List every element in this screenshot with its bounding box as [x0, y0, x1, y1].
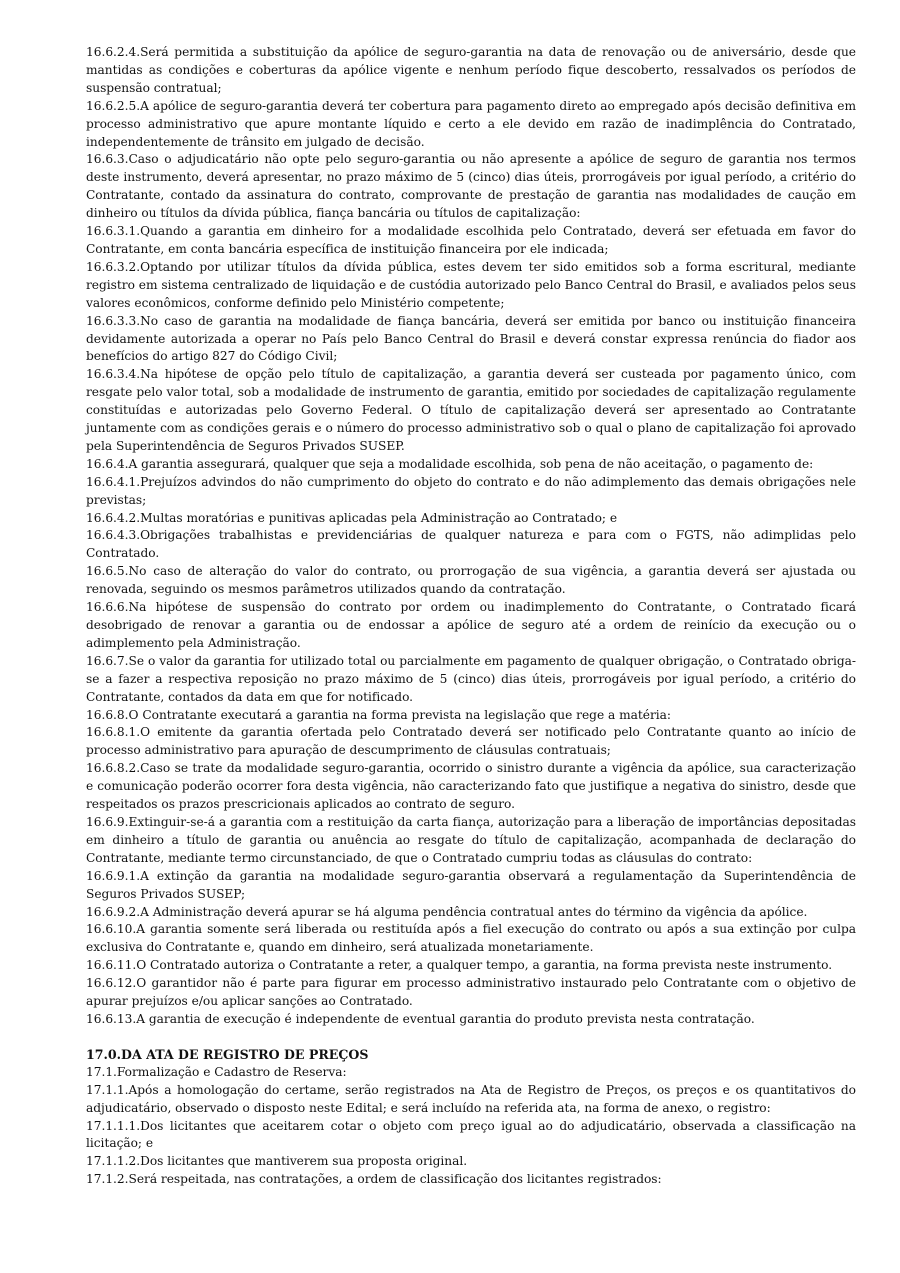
- clause-16-6-3: 16.6.3.Caso o adjudicatário não opte pelo seguro-garantia ou não apresente a apólice de seguro de garantia nos termos deste instrumento, deverá apresentar, no prazo máximo de 5 (cinco) dias úteis, prorrogáveis por igual período, a critério do Contratante, contado da assinatura do contrato, comprovante de prestação de garantia nas modalidades de caução em dinheiro ou títulos da dívida pública, fiança bancária ou títulos de capitalização:: [86, 152, 856, 221]
- clause-16-6-9-2: 16.6.9.2.A Administração deverá apurar se há alguma pendência contratual antes do término da vigência da apólice.: [86, 904, 808, 919]
- clause-16-6-4-1: 16.6.4.1.Prejuízos advindos do não cumprimento do objeto do contrato e do não adimplemento das demais obrigações nele previstas;: [86, 474, 856, 507]
- clause-16-6-2-5: 16.6.2.5.A apólice de seguro-garantia deverá ter cobertura para pagamento direto ao empregado após decisão definitiva em processo administrativo que apure montante líquido e certo a ele devido em razão de inadimplência do Contratado, independentemente de trânsito em julgado de decisão.: [86, 98, 856, 149]
- clause-17-1-1-2: 17.1.1.2.Dos licitantes que mantiverem sua proposta original.: [86, 1154, 468, 1169]
- clause-16-6-6: 16.6.6.Na hipótese de suspensão do contrato por ordem ou inadimplemento do Contratante, o Contratado ficará desobrigado de renovar a garantia ou de endossar a apólice de seguro até a ordem de reinício da execução ou o adimplemento pela Administração.: [86, 600, 856, 650]
- clause-16-6-3-4: 16.6.3.4.Na hipótese de opção pelo título de capitalização, a garantia deverá ser custeada por pagamento único, com resgate pelo valor total, sob a modalidade de instrumento de garantia, emitido por sociedades de capitalização regulamente constituídas e autorizadas pelo Governo Federal. O título de capitalização deverá ser apresentado ao Contratante juntamente com as condições gerais e o número do processo administrativo sob o qual o plano de capitalização foi aprovado pela Superintendência de Seguros Privados SUSEP.: [86, 367, 856, 453]
- clause-16-6-9-1: 16.6.9.1.A extinção da garantia na modalidade seguro-garantia observará a regulamentação da Superintendência de Seguros Privados SUSEP;: [86, 868, 856, 901]
- clause-16-6-8-1: 16.6.8.1.O emitente da garantia ofertada pelo Contratado deverá ser notificado pelo Contratante quanto ao início de processo administrativo para apuração de descumprimento de cláusulas contratuais;: [86, 725, 856, 758]
- clause-17-1-2: 17.1.2.Será respeitada, nas contratações, a ordem de classificação dos licitantes registrados:: [86, 1172, 662, 1187]
- clause-16-6-4-3: 16.6.4.3.Obrigações trabalhistas e previdenciárias de qualquer natureza e para com o FGTS, não adimplidas pelo Contratado.: [86, 528, 856, 561]
- clause-16-6-3-3: 16.6.3.3.No caso de garantia na modalidade de fiança bancária, deverá ser emitida por banco ou instituição financeira devidamente autorizada a operar no País pelo Banco Central do Brasil e deverá constar expressa renúncia do fiador aos benefícios do artigo 827 do Código Civil;: [86, 313, 856, 364]
- clause-16-6-8: 16.6.8.O Contratante executará a garantia na forma prevista na legislação que rege a matéria:: [86, 707, 671, 722]
- clause-17-1-1-1: 17.1.1.1.Dos licitantes que aceitarem cotar o objeto com preço igual ao do adjudicatário, observada a classificação na licitação; e: [86, 1118, 856, 1151]
- clause-16-6-8-2: 16.6.8.2.Caso se trate da modalidade seguro-garantia, ocorrido o sinistro durante a vigência da apólice, sua caracterização e comunicação poderão ocorrer fora desta vigência, não caracterizando fato que justifique a negativa do sinistro, desde que respeitados os prazos prescricionais aplicados ao contrato de seguro.: [86, 761, 856, 812]
- ata-clauses: [86, 1064, 856, 1189]
- clause-16-6-12: 16.6.12.O garantidor não é parte para figurar em processo administrativo instaurado pelo Contratante com o objetivo de apurar prejuízos e/ou aplicar sanções ao Contratado.: [86, 976, 856, 1009]
- clause-16-6-3-2: 16.6.3.2.Optando por utilizar títulos da dívida pública, estes devem ter sido emitidos sob a forma escritural, mediante registro em sistema centralizado de liquidação e de custódia autorizado pelo Banco Central do Brasil, e avaliados pelos seus valores econômicos, conforme definido pelo Ministério competente;: [86, 259, 856, 310]
- clause-16-6-11: 16.6.11.O Contratado autoriza o Contratante a reter, a qualquer tempo, a garantia, na forma prevista neste instrumento.: [86, 958, 833, 973]
- clause-16-6-4-2: 16.6.4.2.Multas moratórias e punitivas aplicadas pela Administração ao Contratado; e: [86, 510, 618, 525]
- clause-16-6-5: 16.6.5.No caso de alteração do valor do contrato, ou prorrogação de sua vigência, a garantia deverá ser ajustada ou renovada, seguindo os mesmos parâmetros utilizados quando da contratação.: [86, 564, 856, 597]
- section-spacer: [86, 1029, 856, 1046]
- clause-16-6-7: 16.6.7.Se o valor da garantia for utilizado total ou parcialmente em pagamento de qualquer obrigação, o Contratado obriga-se a fazer a respectiva reposição no prazo máximo de 5 (cinco) dias úteis, prorrogáveis por igual período, a critério do Contratante, contados da data em que for notificado.: [86, 653, 856, 704]
- clause-17-1: 17.1.Formalização e Cadastro de Reserva:: [86, 1064, 347, 1079]
- clause-16-6-13: 16.6.13.A garantia de execução é independente de eventual garantia do produto prevista nesta contratação.: [86, 1011, 755, 1026]
- clause-16-6-4: 16.6.4.A garantia assegurará, qualquer que seja a modalidade escolhida, sob pena de não aceitação, o pagamento de:: [86, 456, 814, 471]
- clause-16-6-2-4: 16.6.2.4.Será permitida a substituição da apólice de seguro-garantia na data de renovação ou de aniversário, desde que mantidas as condições e coberturas da apólice vigente e nenhum período fique descoberto, ressalvados os períodos de suspensão contratual;: [86, 45, 856, 95]
- clause-16-6-3-1: 16.6.3.1.Quando a garantia em dinheiro for a modalidade escolhida pelo Contratado, deverá ser efetuada em favor do Contratante, em conta bancária específica de instituição financeira por ele indicada;: [86, 224, 856, 256]
- garantia-clauses: [86, 44, 856, 1029]
- clause-16-6-10: 16.6.10.A garantia somente será liberada ou restituída após a fiel execução do contrato ou após a sua extinção por culpa exclusiva do Contratante e, quando em dinheiro, será atualizada monetariamente.: [86, 922, 856, 955]
- clause-17-1-1: 17.1.1.Após a homologação do certame, serão registrados na Ata de Registro de Preços, os preços e os quantitativos do adjudicatário, observado o disposto neste Edital; e será incluído na referida ata, na forma de anexo, o registro:: [86, 1082, 856, 1115]
- clause-16-6-9: 16.6.9.Extinguir-se-á a garantia com a restituição da carta fiança, autorização para a liberação de importâncias depositadas em dinheiro a título de garantia ou anuência ao resgate do título de capitalização, acompanhada de declaração do Contratante, mediante termo circunstanciado, de que o Contratado cumpriu todas as cláusulas do contrato:: [86, 814, 856, 865]
- section-heading-17: 17.0.DA ATA DE REGISTRO DE PREÇOS: [86, 1046, 369, 1062]
